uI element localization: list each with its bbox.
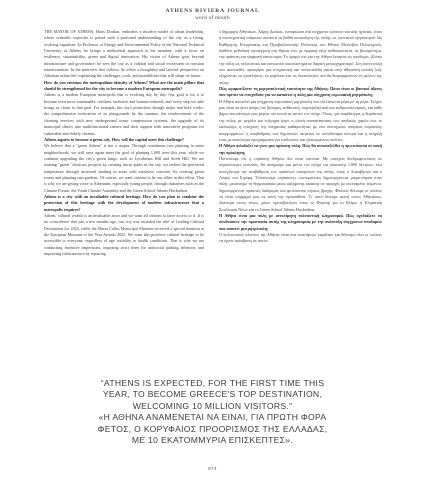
article-column-greek: [219, 29, 382, 259]
section-title: word of mouth: [195, 15, 230, 21]
pull-quote: [30, 378, 395, 446]
answer-2-greek: Πιστεύουμε ότι η «πράσινη Αθήνα» δεν είναι ουτοπία. Με συνεχείς δενδροφυτεύσεις σε περισσότερες γειτονιές, θα πετύχουμε και φέτος τον στόχο της φύτευσης 1.000 δέντρων, ενώ συνεχίζουμε την αναβάθμιση των πράσινων πνευμόνων της πόλης, όπως ο Λυκαβηττός και ο Λόφος του Στρέφη. Υλοποιούμε «πράσινες» συντομεύσεις δημιουργώντας μικρο-πάρκα στην πόλη, μειώνουμε τη θερμοκρασία μέσω αυξημένης σκίασης σε περιοχές με εκτεταμένο τσιμέντο, δημιουργώντας πράσινες διαδρομές και φυτεύοντας κήπους βροχής. Φυσικά, θέλουμε οι πολίτες να είναι σύμμαχοί μας σε αυτή την προσπάθεια. Γι' αυτό δίνουμε φωνή στους Αθηναίους, ιδιαίτερα στους νέους, μέσω πρωτοβουλιών όπως το Φόρουμ για το Κλίμα, η Κλιματική Συνέλευση Νέων και το Green School Athens Hackathon.: [219, 155, 382, 212]
pull-quote-line: WELCOMING 10 MILLION VISITORS.”: [132, 400, 293, 411]
answer-1: Athens is a modern European metropolis that is evolving day by day. Our goal is for it to become even more sustainable, resilient, inclusive and human-centered, and every step we take brings us closer to that goal. For example, the city's protection through major and bold works, the comprehensive restoration of its playgrounds by the summer, the reinforcement of the cleaning services with new underground waste compression systems, the upgrade of its municipal clinics into multifunctional centers and their support with innovative programs for vulnerable and elderly citizens.: [44, 92, 204, 136]
pull-quote-line-greek: ΦΕΤΟΣ, Ο ΚΟΡΥΦΑΙΟΣ ΠΡΟΟΡΙΣΜΟΣ ΤΗΣ ΕΛΛΑΔΑΣ,: [97, 423, 328, 434]
question-2: Athens aspires to become a green city. How will the capital meet this challenge?: [44, 136, 184, 142]
answer-2: We believe that a "green Athens" is not a utopia. Through continuous tree planting in more neighborhoods, we will once again meet the goal of planting 1,000 trees this year, while we continue upgrading the city's green lungs, such as Lycabettus Hill and Strefi Hill. We are running "green" shortcuts projects by creating micro-parks in the city, we reduce the perceived temperature through increased shading in areas with extensive concrete, by creating green routes and planting rain gardens. Of course, we want citizens to be our allies in this effort. That is why we are giving voice to Athenians, especially young people, through initiatives such as the Climate Forum, the Youth Climate Assembly and the Green School Athens Hackathon.: [44, 143, 204, 193]
page-header: [0, 8, 425, 21]
question-2-greek: Η Αθήνα φιλοδοξεί να γίνει μια πράσινη πόλη. Πώς θα ανταπεξέλθει η πρωτεύουσα σε αυτή την πρόκληση;: [219, 143, 382, 155]
intro-paragraph: THE MAYOR OF ATHENS, Haris Doukas, embodies a modern model of urban leadership, where scientific expertise is paired with a profound understanding of the city as a living, evolving organism. As Professor of Energy and Environmental Policy at the National Technical University of Athens, he brings a methodical approach to his mandate, with a focus on resilience, sustainability, green and digital innovation. His vision of Athens goes beyond infrastructure and governance: he sees the city as a cultural and social ecosystem in constant transformation. In the interview that follows, he offers a thoughtful and layered perspective on Athenian urban life, explaining the challenges, tools, and possibilities that will shape its future.: [44, 29, 204, 79]
pull-quote-line-greek: ΜΕ 10 ΕΚΑΤΟΜΜΥΡΙΑ ΕΠΙΣΚΕΠΤΕΣ».: [131, 435, 294, 446]
article-column-english: [44, 29, 204, 259]
answer-3: Athens' cultural wealth is an invaluable asset and we want all citizens to have access to it. It is no coincidence that just a few months ago, our city was awarded the title of Leading Cultural Destination for 2025, while the Maria Callas Municipal Museum received a special mention at the European Museum of the Year Awards 2025. We want this priceless cultural heritage to be accessible to everyone, regardless of age, mobility or health conditions. That is why we are conducting intensive inspections, imposing strict fines for antisocial parking behavior, and improving infrastructure by repairing: [44, 212, 204, 257]
answer-1-greek: Η Αθήνα αποτελεί μία σύγχρονη ευρωπαϊκή μητρόπολη που εξελίσσεται μέρα με τη μέρα. Στόχος μας είναι να γίνει ακόμη πιο βιώσιμη, ανθεκτική, συμπεριληπτική και ανθρωποκεντρική, και κάθε βήμα που κάνουμε μας φέρνει πιο κοντά σε αυτόν τον στόχο. Όπως, για παράδειγμα, η θωράκιση της πόλης με μεγάλα και τολμηρά έργα, η ολική αποκατάσταση των παιδικών χαρών έως το καλοκαίρι, η ενίσχυση της υπηρεσίας καθαριότητας με νέα συστήματα υπόγειας συμπίεσης απορριμμάτων, η αναβάθμιση των δημοτικών ιατρείων σε πολυδύναμα κέντρα και η στήριξή τους με καινοτόμα προγράμματα για ευάλωτους και ηλικιωμένους πολίτες.: [219, 98, 382, 142]
answer-3-greek: Ο πολιτιστικός πλούτος της Αθήνας είναι ένα ανεκτίμητο κεφάλαιο και θέλουμε όλοι οι πολίτες να έχουν πρόσβαση σε αυτόν.: [219, 232, 382, 244]
question-1: How do you envision the metropolitan identity of Athens? What are the main pillars that should be strengthened for the city to become a modern European metropolis?: [44, 79, 204, 92]
pull-quote-line-greek: «Η ΑΘΗΝΑ ΑΝΑΜΕΝΕΤΑΙ ΝΑ ΕΙΝΑΙ, ΓΙΑ ΠΡΩΤΗ ΦΟΡΑ: [98, 412, 327, 423]
pull-quote-line: “ATHENS IS EXPECTED, FOR THE FIRST TIME THIS: [100, 378, 325, 388]
pull-quote-line: YEAR, TO BECOME GREECE'S TOP DESTINATION,: [102, 389, 323, 400]
question-3: Athens is a city with an invaluable cultural heritage. How do you plan to combine the protection of this heritage with the development of modern infrastructure that a metropolis requires?: [44, 193, 204, 212]
page-number: 974: [208, 466, 217, 471]
publication-title: ATHENS RIVIERA JOURNAL: [165, 8, 260, 14]
question-1-greek: Πώς οραματίζεστε τη μητροπολιτική ταυτότητα της Αθήνας; Ποιοι είναι οι βασικοί άξονες που πρέπει να ενισχυθούν για να καταστεί η πόλη μια σύγχρονη ευρωπαϊκή μητρόπολη;: [219, 86, 382, 98]
intro-paragraph-greek: ο δήμαρχος Αθηναίων, Χάρης Δούκας, ενσαρκώνει ένα σύγχρονο πρότυπο αστικής ηγεσίας, όπου η επιστημονική επάρκεια συναντά τη βαθιά κατανόηση της πόλης ως ζωντανού οργανισμού. Ως Καθηγητής Ενεργειακής και Περιβαλλοντικής Πολιτικής στο Εθνικό Μετσόβιο Πολυτεχνείο, διαθέτει μεθοδική προσέγγιση στη θητεία του, με έμφαση στην ανθεκτικότητα, τη βιωσιμότητα, την πράσινη και ψηφιακή καινοτομία. Το όραμά του για την Αθήνα ξεπερνά τις υποδομές: βλέπει την πόλη ως πολιτιστικό και κοινωνικό οικοσύστημα σε διαρκή μετασχηματισμό. Στη συνέντευξη που ακολουθεί, προσφέρει μια στοχαστική και πολυεπίπεδη ματιά στην αθηναϊκή αστική ζωή, εξηγώντας τις προκλήσεις, τα εργαλεία και τις δυνατότητες που θα διαμορφώσουν το μέλλον της πόλης.: [219, 29, 382, 85]
question-3-greek: Η Αθήνα είναι μια πόλη με ανεκτίμητη πολιτιστική κληρονομιά. Πώς σχεδιάζετε να συνδυάσετε την προστασία αυτής της κληρονομιάς με την ανάπτυξη σύγχρονων υποδομών που απαιτεί μια μητρόπολη;: [219, 212, 382, 231]
